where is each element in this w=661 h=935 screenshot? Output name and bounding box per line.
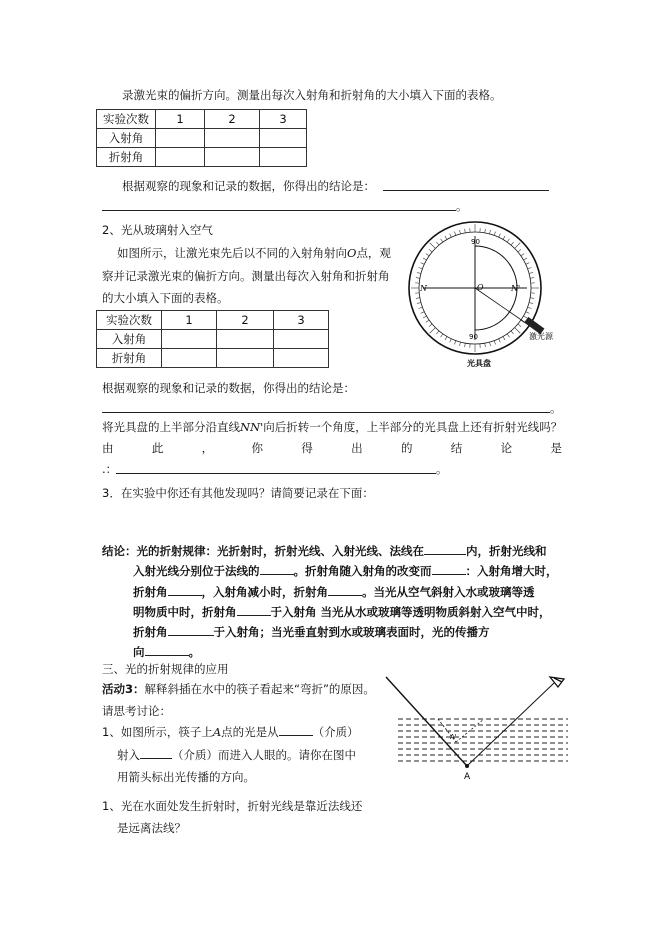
activity-label: 活动3：: [102, 682, 145, 696]
disk-tick: [511, 242, 514, 245]
question-2-line-1: 1、光在水面处发生折射时，折射光线是靠近法线还: [102, 799, 363, 813]
conclusion-text: 当光从水或玻璃等透明物质斜射入空气中时，: [320, 605, 551, 619]
table-header-cell: 3: [260, 110, 307, 129]
table-cell[interactable]: [274, 330, 329, 349]
table-cell[interactable]: [162, 349, 217, 368]
activity-3: [102, 681, 375, 697]
disk-tick: [430, 328, 436, 334]
period: 。: [456, 199, 468, 213]
blank[interactable]: [145, 645, 189, 656]
disk-tick: [530, 298, 534, 299]
disk-tick: [521, 254, 524, 256]
disk-tick: [419, 307, 423, 308]
conclusion-text: 折射角: [133, 625, 168, 639]
answer-line[interactable]: [116, 461, 436, 474]
table-header-cell: 实验次数: [97, 311, 162, 330]
table-cell[interactable]: [156, 129, 205, 148]
eye-sight-line: [456, 719, 484, 742]
answer-line[interactable]: [102, 198, 456, 211]
blank[interactable]: [237, 605, 271, 616]
disk-tick: [436, 242, 439, 245]
point-a: A: [212, 725, 222, 739]
prompt-char: 论: [500, 441, 513, 455]
period: 。: [550, 401, 562, 415]
row-label: 入射角: [97, 129, 156, 148]
conclusion-text: 于入射角；当光垂直射到水或玻璃表面时，光的传播方: [213, 625, 490, 639]
disk-left-label: N: [420, 284, 427, 293]
blank[interactable]: [424, 544, 466, 555]
disk-tick: [430, 243, 436, 249]
disk-tick: [494, 341, 495, 345]
section-3: 3．在实验中你还有其他发现吗？请简要记录在下面：: [102, 486, 374, 500]
disk-tick: [445, 236, 447, 239]
table-row: [97, 129, 307, 148]
section-2-text: 点，观: [356, 246, 391, 260]
section-2-line-1: [117, 245, 391, 261]
disk-tick: [450, 234, 452, 238]
table-header-cell: 1: [162, 311, 217, 330]
think-prompt: 请思考讨论：: [102, 704, 171, 718]
blank[interactable]: [168, 585, 202, 596]
conclusion-text: ，入射角减小时，折射角: [201, 585, 328, 599]
disk-tick: [526, 263, 530, 265]
prompt-char: 出: [351, 441, 363, 455]
disk-tick: [518, 324, 521, 327]
question-fold: [102, 419, 562, 435]
disk-tick: [499, 339, 501, 343]
disk-tick: [489, 342, 490, 346]
table-cell[interactable]: [274, 349, 329, 368]
answer-line[interactable]: [102, 400, 550, 413]
disk-center-label: O: [477, 283, 484, 292]
prompt-char: 你: [251, 441, 263, 455]
disk-tick: [530, 278, 534, 279]
water-surface: [398, 719, 568, 761]
table-cell[interactable]: [217, 330, 274, 349]
table-row: [97, 311, 329, 330]
row-label: 入射角: [97, 330, 162, 349]
disk-tick: [423, 316, 426, 318]
disk-tick: [419, 267, 423, 268]
laser-source-label: 激光源: [529, 332, 553, 341]
blank[interactable]: [279, 725, 313, 736]
question-text: 向后折转一个角度，上半部分的光具盘上还有折射光线吗？: [263, 420, 563, 434]
disk-tick: [489, 230, 490, 234]
point-o: O: [347, 246, 357, 260]
intro-text: 录激光束的偏折方向。测量出每次入射角和折射角的大小填入下面的表格。: [122, 88, 502, 102]
label-a: A: [464, 772, 471, 782]
table-cell[interactable]: [205, 148, 260, 167]
conclusion-line-1: [102, 543, 547, 559]
question-text: （介质）: [312, 725, 359, 739]
disk-tick: [423, 258, 426, 260]
activity-text: 解释斜插在水中的筷子看起来“弯折”的原因。: [144, 682, 375, 696]
section-2-line-3: 的大小填入下面的表格。: [102, 291, 229, 305]
table-cell[interactable]: [156, 148, 205, 167]
disk-tick: [523, 258, 526, 260]
disk-tick: [518, 249, 521, 252]
disk-tick: [426, 320, 429, 322]
disk-tick: [416, 278, 420, 279]
conclusion-prompt-1: 根据观察的现象和记录的数据，你得出的结论是：: [122, 179, 375, 193]
disk-tick: [454, 232, 455, 236]
light-ray: [467, 683, 554, 766]
section-2-title: 2、光从玻璃射入空气: [102, 223, 213, 237]
disk-caption: 光具盘: [467, 359, 491, 368]
disk-tick: [465, 229, 466, 233]
disk-bottom-label: 90: [469, 333, 478, 341]
optical-disk-diagram: [405, 218, 555, 373]
table-header-cell: 2: [217, 311, 274, 330]
prompt-char: 是: [550, 441, 562, 455]
conclusion-text: 。折射角随入射角的改变而: [293, 564, 432, 578]
answer-line[interactable]: [383, 178, 549, 191]
blank[interactable]: [432, 564, 466, 575]
conclusion-text: 明物质中时，折射角: [133, 605, 237, 619]
prompt-char: 结: [450, 441, 463, 455]
disk-tick: [523, 316, 526, 318]
disk-tick: [421, 263, 425, 265]
disk-tick: [499, 234, 501, 238]
blank[interactable]: [328, 585, 362, 596]
label-a-prime: A': [450, 733, 457, 741]
disk-tick: [441, 334, 443, 337]
conclusion-label: 结论：: [102, 544, 137, 558]
disk-tick: [485, 229, 486, 233]
disk-tick: [417, 272, 421, 273]
table-row: [97, 148, 307, 167]
question-text: 点的光是从: [221, 725, 279, 739]
prompt-char: 的: [400, 441, 413, 455]
disk-tick: [528, 267, 532, 268]
disk-tick: [529, 302, 533, 303]
line-nn: NN': [240, 420, 264, 434]
disk-tick: [494, 232, 495, 236]
point-a-marker: [465, 764, 469, 768]
conclusion-text: ：入射角增大时，: [465, 564, 558, 578]
table-row: [97, 330, 329, 349]
disk-tick: [528, 307, 532, 308]
water-refraction-diagram: [380, 675, 570, 790]
conclusion-text: 于入射角: [270, 605, 317, 619]
prompt-char: 此: [151, 441, 164, 455]
disk-tick: [465, 343, 466, 347]
disk-tick: [421, 312, 425, 314]
prompt-char: 得: [301, 441, 313, 455]
disk-tick: [441, 239, 443, 242]
table-header-cell: 实验次数: [97, 110, 156, 129]
disk-tick: [507, 334, 509, 337]
disk-tick: [459, 230, 460, 234]
disk-tick: [436, 331, 439, 334]
disk-tick: [526, 312, 530, 314]
section-2-line-2: 察并记录激光束的偏折方向。测量出每次入射角和折射角: [102, 269, 390, 283]
disk-tick: [416, 298, 420, 299]
blank[interactable]: [168, 625, 214, 636]
prompt-char: 由: [102, 441, 114, 455]
question-1-line-1: [102, 724, 359, 740]
prompt-char: ，: [201, 441, 214, 455]
question-1-line-2: [117, 747, 356, 763]
table-2: [96, 310, 329, 368]
question-text: 将光具盘的上半部分沿直线: [102, 420, 240, 434]
conclusion-text: 光的折射规律：光折射时，折射光线、入射光线、法线在: [136, 544, 424, 558]
disk-tick: [450, 339, 452, 343]
disk-tick: [515, 243, 521, 249]
table-cell[interactable]: [162, 330, 217, 349]
table-header-cell: 1: [156, 110, 205, 129]
table-cell[interactable]: [260, 129, 307, 148]
table-cell[interactable]: [217, 349, 274, 368]
disk-tick: [511, 331, 514, 334]
disk-right-label: N': [511, 284, 521, 293]
conclusion-text: 内，折射光线和: [466, 544, 547, 558]
conclusion-text: 折射角: [133, 585, 168, 599]
chopstick: [386, 677, 467, 766]
answer-start: .：: [102, 462, 118, 476]
disk-tick: [445, 336, 447, 339]
table-cell[interactable]: [260, 148, 307, 167]
disk-top-label: 90: [471, 238, 480, 246]
question-text: 射入: [117, 748, 140, 762]
disk-tick: [503, 236, 505, 239]
question-2-line-2: 是远离法线？: [117, 821, 186, 835]
blank[interactable]: [260, 564, 294, 575]
conclusion-line-3: [133, 584, 535, 600]
disk-tick: [459, 342, 460, 346]
disk-tick: [515, 328, 521, 334]
table-1: [96, 109, 307, 167]
blank[interactable]: [140, 748, 172, 759]
conclusion-line-2: [133, 563, 558, 579]
disk-tick: [429, 249, 432, 252]
table-row: [97, 349, 329, 368]
conclusion-text: 入射光线分别位于法线的: [133, 564, 260, 578]
conclusion-line-4: [133, 604, 551, 620]
section-application: 三、光的折射规律的应用: [102, 662, 229, 676]
disk-tick: [417, 302, 421, 303]
conclusion-line-6: [133, 644, 200, 660]
row-label: 折射角: [97, 349, 162, 368]
disk-tick: [454, 341, 455, 345]
question-text: 1、如图所示，筷子上: [102, 725, 213, 739]
table-cell[interactable]: [205, 129, 260, 148]
conclusion-text: 。: [188, 645, 200, 659]
disk-tick: [429, 324, 432, 327]
table-header-cell: 3: [274, 311, 329, 330]
conclusion-prompt-2: 根据观察的现象和记录的数据，你得出的结论是：: [102, 381, 355, 395]
disk-tick: [426, 254, 429, 256]
disk-tick: [529, 272, 533, 273]
row-label: 折射角: [97, 148, 156, 167]
conclusion-line-5: [133, 624, 490, 640]
table-row: [97, 110, 307, 129]
section-2-text: 如图所示，让激光束先后以不同的入射角射向: [117, 246, 347, 260]
question-text: （介质）而进入人眼的。请你在图中: [172, 748, 356, 762]
answer-prompt: [102, 440, 562, 456]
question-1-line-3: 用箭头标出光传播的方向。: [117, 770, 255, 784]
disk-tick: [503, 336, 505, 339]
disk-tick: [507, 239, 509, 242]
conclusion-text: 向: [133, 645, 145, 659]
period: 。: [436, 462, 448, 476]
disk-tick: [485, 343, 486, 347]
table-header-cell: 2: [205, 110, 260, 129]
conclusion-text: 。当光从空气斜射入水或玻璃等透: [362, 585, 535, 599]
